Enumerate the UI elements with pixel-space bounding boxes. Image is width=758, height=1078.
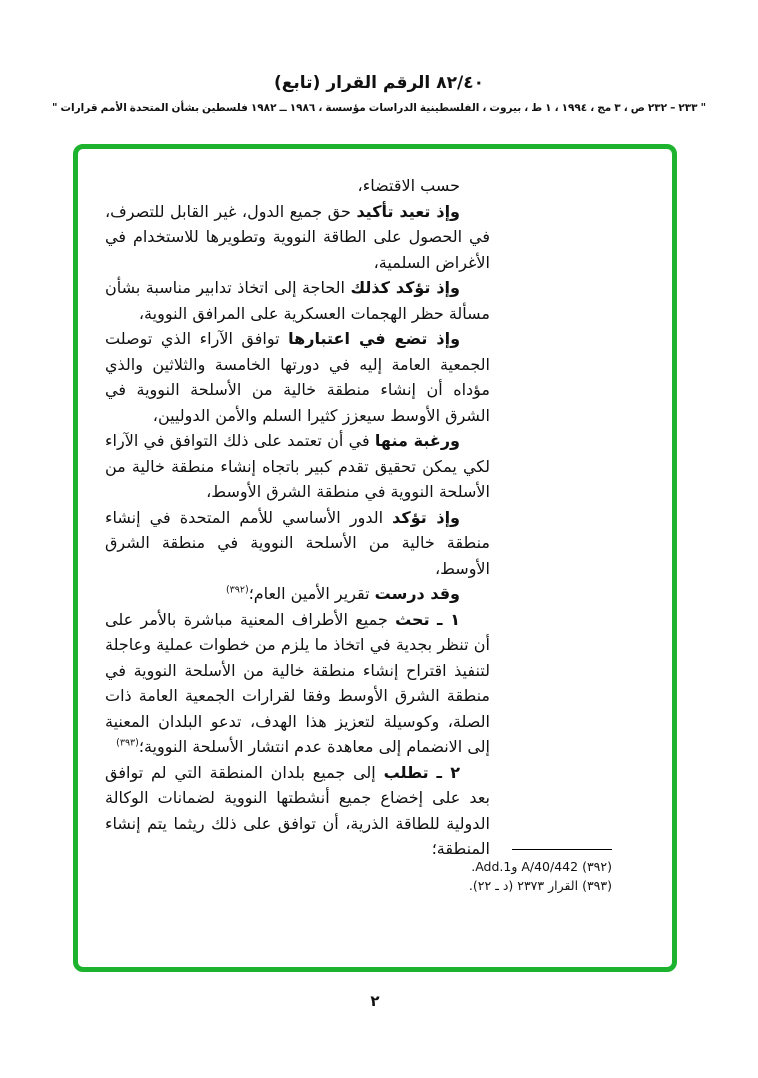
header-word: الفلسطينية <box>419 102 480 114</box>
header-word: مؤسسة <box>325 102 366 114</box>
header-word: مج <box>597 102 612 114</box>
header-word: ط <box>531 102 543 114</box>
header-word: المتحدة <box>129 102 169 114</box>
header-word: ، <box>524 102 529 114</box>
footnotes <box>292 849 612 895</box>
source-citation <box>0 100 758 116</box>
page-number: ٢ <box>370 992 380 1010</box>
header-word: " <box>700 102 707 114</box>
page-title <box>0 72 758 94</box>
header-word: ٣ <box>614 102 621 114</box>
header-word: فلسطين <box>202 102 248 114</box>
header-word: الدراسات <box>368 102 417 114</box>
header-word: ١٩٩٤ <box>561 102 588 114</box>
footnote-393: (٣٩٣) القرار ٢٣٧٣ (د ـ ٢٢). <box>468 878 612 893</box>
header-word: (تابع) <box>274 73 321 93</box>
header-word: بيروت <box>489 102 522 114</box>
page-header <box>0 72 758 116</box>
header-word: ٢٣٣ <box>678 102 698 114</box>
paragraph-operative-1: ١ ـ تحث جميع الأطراف المعنية مباشرة بالأمر على أن تنظر بجدية في اتخاذ ما يلزم من خطوات عملية وعاجلة لتنفيذ اقتراح إنشاء منطقة خالية من الأسلحة النووية في منطقة الشرق الأوسط وفقا لقرارات الجمعية العامة ذات الصلة، وكوسيلة لتعزيز هذا الهدف، تدعو البلدان المعنية إلى الانضمام إلى معاهدة عدم انتشار الأسلحة النووية؛$^{(٣٩٣)}$ <box>105 609 490 756</box>
paragraph-preamble-3: وإذ تضع في اعتبارها توافق الآراء الذي توصلت الجمعية العامة إليه في دورتها الخامسة والثلاثين والذي مؤداه أن إنشاء منطقة خالية من الأسلحة النووية في الشرق الأوسط سيعزز كثيرا السلم والأمن الدوليين، <box>105 329 490 425</box>
paragraph-preamble-4: ورغبة منها في أن تعتمد على ذلك التوافق في الآراء لكي يمكن تحقيق تقدم كبير باتجاه إنشاء منطقة خالية من الأسلحة النووية في منطقة الشرق الأوسط، <box>105 431 490 501</box>
header-word: ، <box>623 102 628 114</box>
header-word: ــ <box>279 102 287 114</box>
highlight-frame <box>73 144 677 972</box>
document-body <box>105 173 490 862</box>
paragraph-preamble-1: وإذ تعيد تأكيد حق جميع الدول، غير القابل للتصرف، في الحصول على الطاقة النووية وتطويرها للاستخدام في الأغراض السلمية، <box>105 201 490 272</box>
paragraph-preamble-6: وقد درست تقرير الأمين العام؛$^{(٣٩٢)}$ <box>225 584 460 603</box>
header-word: الرقم <box>382 73 431 93</box>
header-word: ١ <box>545 102 552 114</box>
header-word: الأمم <box>100 102 127 114</box>
header-word: ١٩٨٦ <box>289 102 316 114</box>
paragraph-preamble-2: وإذ تؤكد كذلك الحاجة إلى اتخاذ تدابير مناسبة بشأن مسألة حظر الهجمات العسكرية على المرافق النووية، <box>105 278 490 323</box>
header-word: – <box>670 102 676 114</box>
header-word: ، <box>318 102 323 114</box>
paragraph-operative-2: ٢ ـ تطلب إلى جميع بلدان المنطقة التي لم توافق بعد على إخضاع جميع أنشطتها النووية لضمانات الوكالة الدولية للطاقة الذرية، أن توافق على ذلك ريثما يتم إنشاء المنطقة؛ <box>105 762 490 858</box>
header-word: بشأن <box>171 102 200 114</box>
header-word: ، <box>554 102 559 114</box>
paragraph-preamble-5: وإذ تؤكد الدور الأساسي للأمم المتحدة في إنشاء منطقة خالية من الأسلحة النووية في منطقة الشرق الأوسط، <box>105 507 490 578</box>
header-word: " <box>51 102 58 114</box>
header-word: القرار <box>326 73 377 93</box>
header-word: ٨٢/٤٠ <box>436 73 484 93</box>
header-word: ٢٣٢ <box>647 102 668 114</box>
paragraph-continuation: حسب الاقتضاء، <box>357 176 460 195</box>
header-word: ١٩٨٢ <box>250 102 277 114</box>
header-word: قرارات <box>60 102 98 114</box>
footnote-392: (٣٩٢) A/40/442 وAdd.1. <box>471 859 612 874</box>
header-word: ، <box>482 102 487 114</box>
header-word: ، <box>590 102 595 114</box>
footnote-rule <box>512 849 612 850</box>
header-word: ص <box>630 102 645 114</box>
